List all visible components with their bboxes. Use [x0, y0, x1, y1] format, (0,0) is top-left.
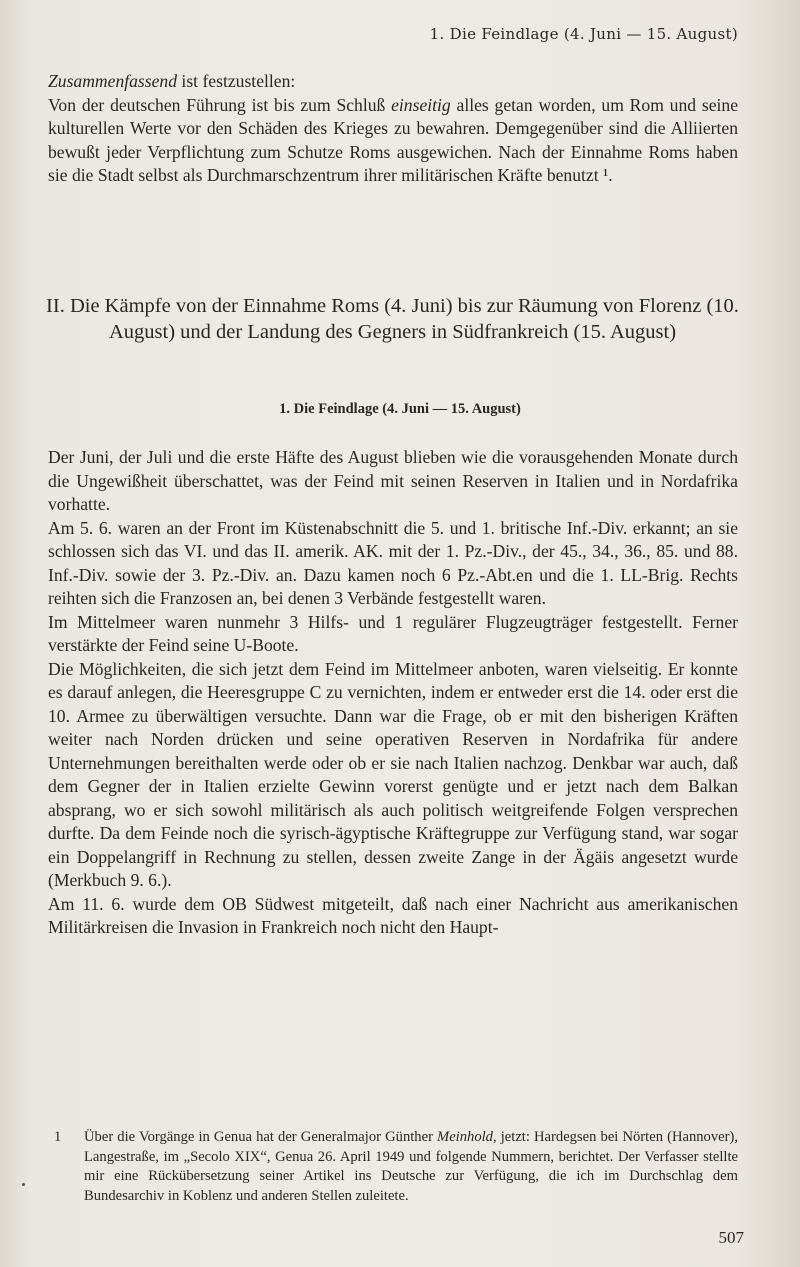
footnote-text-after: , jetzt: Hardegsen bei Nörten (Hannover), Langestraße, im „Secolo XIX“, Genua 26. April 1949 und folgende Nummern, berichtet. Der Verfasser stellte mir eine Rückübersetzung seiner Artikel ins Deutsche zur Verfügung, die ich im Durchschlag dem Bundesarchiv in Koblenz und anderen Stellen zuleitete. — [84, 1129, 739, 1204]
body-text — [48, 446, 738, 940]
footnote-rule — [48, 1103, 738, 1104]
section-title: 1. Die Feindlage (4. Juni — 15. August) — [279, 401, 521, 417]
footnote-text-before: Über die Vorgänge in Genua hat der Generalmajor Günther — [84, 1129, 438, 1145]
summary-lead-rest: ist festzustellen: — [177, 71, 296, 91]
footnote — [48, 1128, 738, 1206]
footnote-number: 1 — [54, 1129, 62, 1145]
summary-lead-line — [48, 70, 738, 94]
paragraph: Die Möglichkeiten, die sich jetzt dem Feind im Mittelmeer anboten, waren vielseitig. Er konnte es darauf anlegen, die Heeresgruppe C zu vernichten, indem er entweder erst die 14. oder erst die 10. Armee zu überwältigen versuchte. Dann war die Frage, ob er mit den bisherigen Kräften weiter nach Norden drücken und seine operativen Reserven in Nordafrika für andere Unternehmungen bereithalten werde oder ob er sie nach Italien nachzog. Denkbar war auch, daß dem Gegner der in Italien erzielte Gewinn vorerst genügte und er jetzt nach dem Balkan absprang, wo er sich sowohl militärisch als auch politisch weitgreifende Folgen versprechen durfte. Da dem Feinde noch die syrisch-ägyptische Kräftegruppe zur Verfügung stand, war sogar ein Doppelangriff in Rechnung zu stellen, dessen zweite Zange in der Ägäis angesetzt wurde (Merkbuch 9. 6.). — [48, 658, 738, 890]
paragraph: Am 11. 6. wurde dem OB Südwest mitgeteilt, daß nach einer Nachricht aus amerikanischen Militärkreisen die Invasion in Frankreich noch nicht den Haupt- — [48, 893, 738, 937]
summary-paragraph: Von der deutschen Führung ist bis zum Schluß einseitig alles getan worden, um Rom und seine kulturellen Werte vor den Schäden des Krieges zu bewahren. Demgegenüber sind die Alliierten bewußt jeder Verpflichtung zum Schutze Roms ausgewichen. Nach der Einnahme Roms haben sie die Stadt selbst als Durchmarschzentrum ihrer militärischen Kräfte benutzt ¹. — [48, 94, 738, 185]
paragraph: Am 5. 6. waren an der Front im Küstenabschnitt die 5. und 1. britische Inf.-Div. erkannt; an sie schlossen sich das VI. und das II. amerik. AK. mit der 1. Pz.-Div., der 45., 34., 36., 85. und 88. Inf.-Div. sowie der 3. Pz.-Div. an. Dazu kamen noch 6 Pz.-Abt.en und die 1. LL-Brig. Rechts reihten sich die Franzosen an, bei denen 3 Verbände festgestellt waren. — [48, 517, 738, 608]
summary-lead: Zusammenfassend — [48, 71, 178, 91]
running-head: 1. Die Feindlage (4. Juni — 15. August) — [429, 25, 738, 43]
summary-block — [48, 70, 738, 188]
emphasis: einseitig — [391, 94, 451, 115]
chapter-title: II. Die Kämpfe von der Einnahme Roms (4. Juni) bis zur Räumung von Florenz (10. August) und der Landung des Gegners in Südfrankreich (15. August) — [46, 295, 739, 343]
paragraph: Im Mittelmeer waren nunmehr 3 Hilfs- und 1 regulärer Flugzeugträger festgestellt. Ferner verstärkte der Feind seine U-Boote. — [48, 611, 738, 655]
footnote-name: Meinhold — [437, 1129, 493, 1145]
margin-speck — [22, 1183, 25, 1186]
page-number: 507 — [718, 1228, 744, 1247]
paragraph: Der Juni, der Juli und die erste Häfte des August blieben wie die vorausgehenden Monate durch die Ungewißheit überschattet, was der Feind mit seinen Reserven in Italien und in Nordafrika vorhatte. — [48, 447, 738, 514]
